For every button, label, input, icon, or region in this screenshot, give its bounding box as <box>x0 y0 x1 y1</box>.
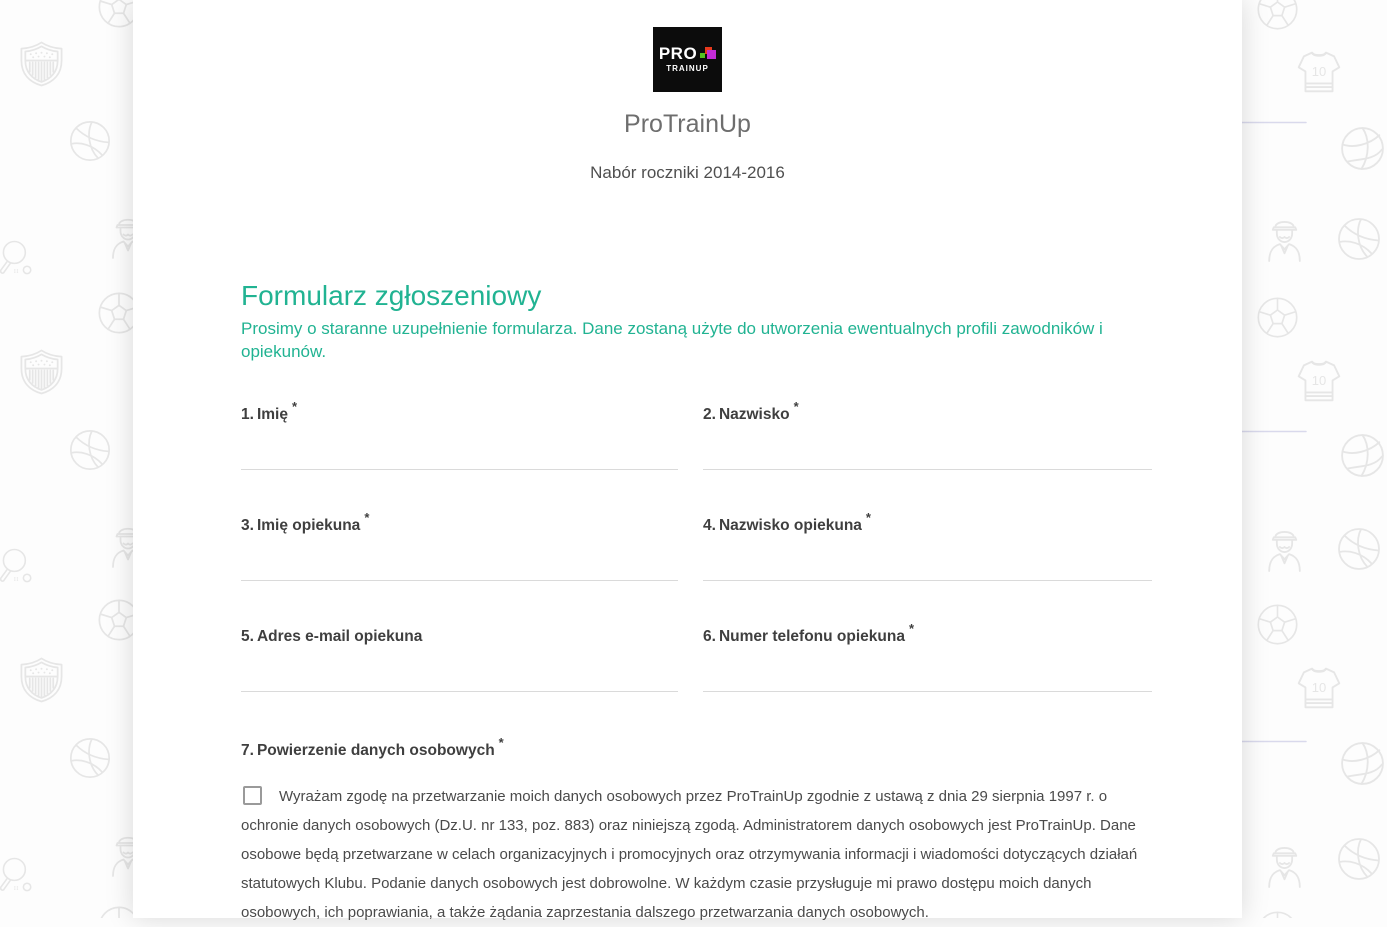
consent-text: Wyrażam zgodę na przetwarzanie moich danych osobowych przez ProTrainUp zgodnie z ustawą z dnia 29 sierpnia 1997 r. o ochronie danych osobowych (Dz.U. nr 133, poz. 883) oraz niniejszą zgodą. Administratorem danych osobowych jest ProTrainUp. Dane osobowe będą przetwarzane w celach organizacyjnych i promocyjnych oraz otrzymywania informacji i wiadomości dotyczących działań statutowych Klubu. Podanie danych osobowych jest dobrowolne. W każdym czasie przysługuje mi prawo dostępu moich danych osobowych, ich poprawiania, a także żądania zaprzestania dalszego przetwarzania danych osobowych. <box>241 788 1138 922</box>
form-description: Prosimy o staranne uzupełnienie formularza. Dane zostaną użyte do utworzenia ewentualnych profili zawodników i opiekunów. <box>241 319 1103 361</box>
imie-opiekuna-input[interactable] <box>241 538 678 580</box>
field-telefon-opiekuna <box>703 620 1152 692</box>
referee-icon <box>1269 848 1300 887</box>
field-imie-label <box>241 398 678 425</box>
field-nazwisko-opiekuna-label <box>703 509 1152 536</box>
consent-paragraph <box>241 782 1141 927</box>
page-subtitle: Nabór roczniki 2014-2016 <box>590 163 785 182</box>
jersey-icon <box>1299 669 1340 708</box>
field-imie-opiekuna-label <box>241 509 678 536</box>
required-asterisk: * <box>291 399 298 414</box>
nazwisko-opiekuna-input[interactable] <box>703 538 1152 580</box>
field-label-text: Adres e-mail opiekuna <box>256 628 423 646</box>
soccer-ball-icon <box>1258 0 1296 29</box>
field-number: 4. <box>703 517 716 535</box>
field-nazwisko-label <box>703 398 1152 425</box>
field-imie-opiekuna <box>241 509 678 581</box>
basketball-icon <box>1339 839 1379 879</box>
field-nazwisko-opiekuna <box>703 509 1152 581</box>
soccer-ball-icon <box>1258 298 1296 336</box>
form-card <box>133 0 1242 922</box>
volleyball-icon <box>1342 743 1383 784</box>
nazwisko-input[interactable] <box>703 427 1152 469</box>
field-number: 6. <box>703 628 716 646</box>
volleyball-icon <box>1342 128 1383 169</box>
telefon-opiekuna-input[interactable] <box>703 649 1152 691</box>
volleyball-icon <box>1342 435 1383 476</box>
soccer-ball-icon <box>1258 605 1296 643</box>
soccer-ball-icon <box>1258 912 1296 918</box>
shield-icon <box>21 350 61 393</box>
basketball-icon <box>1339 529 1379 569</box>
field-email-opiekuna-label <box>241 620 678 647</box>
page-title: ProTrainUp <box>624 110 751 138</box>
table-tennis-icon <box>0 859 30 891</box>
basketball-icon <box>71 122 109 160</box>
consent-checkbox[interactable] <box>243 786 262 805</box>
field-number: 2. <box>703 406 716 424</box>
field-email-opiekuna <box>241 620 678 692</box>
table-tennis-icon <box>0 242 30 274</box>
field-label-text: Powierzenie danych osobowych <box>256 742 495 760</box>
field-label-text: Nazwisko opiekuna <box>718 517 862 535</box>
table-tennis-icon <box>0 550 30 582</box>
required-asterisk: * <box>908 621 915 636</box>
field-number: 3. <box>241 517 254 535</box>
field-nazwisko <box>703 398 1152 470</box>
field-label-text: Nazwisko <box>718 406 790 424</box>
shield-icon <box>21 42 61 85</box>
imie-input[interactable] <box>241 427 678 469</box>
fields-grid <box>241 398 1152 731</box>
field-powierzenie-danych-label <box>241 734 1152 761</box>
shield-icon <box>21 658 61 701</box>
email-opiekuna-input[interactable] <box>241 649 678 691</box>
field-label-text: Imię opiekuna <box>256 517 361 535</box>
field-number: 1. <box>241 406 254 424</box>
referee-icon <box>1269 222 1300 261</box>
basketball-icon <box>1339 219 1379 259</box>
required-asterisk: * <box>364 510 370 525</box>
logo-heart-pixels-icon <box>700 47 716 61</box>
protrainup-logo-icon <box>653 27 722 92</box>
basketball-icon <box>71 739 109 777</box>
logo-text-trainup: TRAINUP <box>666 64 709 73</box>
required-asterisk: * <box>865 510 871 525</box>
field-number: 5. <box>241 628 254 646</box>
field-telefon-opiekuna-label <box>703 620 1152 647</box>
field-number: 7. <box>241 742 254 760</box>
required-asterisk: * <box>793 399 799 414</box>
required-asterisk: * <box>498 735 504 750</box>
referee-icon <box>1269 532 1300 571</box>
basketball-icon <box>71 431 109 469</box>
logo-text-pro: PRO <box>658 44 698 63</box>
field-label-text: Numer telefonu opiekuna <box>718 628 905 646</box>
field-label-text: Imię <box>256 406 288 424</box>
field-imie <box>241 398 678 470</box>
jersey-icon <box>1299 53 1340 92</box>
jersey-icon <box>1299 362 1340 401</box>
field-powierzenie-danych <box>241 734 1152 927</box>
form-heading: Formularz zgłoszeniowy <box>241 280 542 311</box>
